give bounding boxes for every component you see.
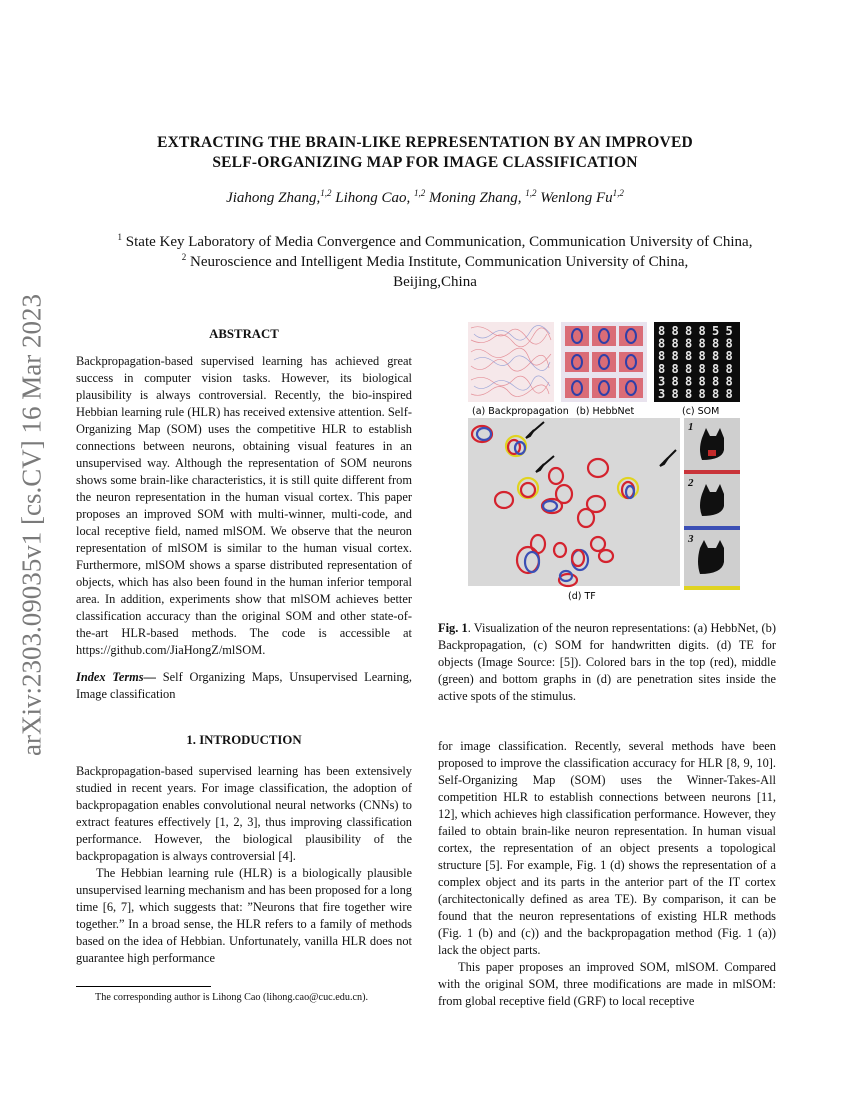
som-digit: 8 (712, 387, 720, 401)
title-line-1: EXTRACTING THE BRAIN-LIKE REPRESENTATION BY AN IMPROVED (157, 134, 693, 151)
author-name: Moning Zhang, (429, 190, 522, 206)
index-terms (76, 669, 412, 703)
affiliation-2: Neuroscience and Intelligent Media Institute, Communication University of China, (190, 254, 689, 270)
figure-1 (468, 322, 740, 602)
arxiv-id: arXiv:2303.09035v1 [cs.CV] 16 Mar 2023 (16, 294, 47, 756)
author-list (0, 190, 850, 207)
panel-number: 2 (688, 477, 694, 489)
backprop-weights-panel (468, 322, 554, 402)
caption-label: Fig. 1 (438, 621, 468, 635)
index-terms-text: Self Organizing Maps, Unsupervised Learning, Image classification (76, 670, 412, 701)
som-digit: 8 (671, 361, 679, 376)
intro-paragraph-2: The Hebbian learning rule (HLR) is a biologically plausible unsupervised learning mechanism and has been proposed for a long time [6, 7], which suggests that: ”Neurons that fire together wire together.” In a broad sense, the HLR refers to a family of methods based on the idea of Hebbian. Unfortunately, vanilla HLR does not guarantee high performance (76, 866, 412, 965)
som-digit: 8 (685, 336, 693, 351)
som-digit: 8 (685, 361, 693, 376)
som-digit: 8 (725, 361, 733, 376)
som-digit: 8 (725, 349, 733, 364)
intro-paragraph-4: This paper proposes an improved SOM, mlSOM. Compared with the original SOM, three modifications are made in mlSOM: from global receptive field (GRF) to local receptive (438, 960, 776, 1008)
abstract-heading: ABSTRACT (209, 327, 279, 341)
som-digit: 8 (698, 324, 706, 338)
figure-label-c: (c) SOM (682, 406, 720, 417)
som-digit: 5 (725, 324, 733, 338)
intro-paragraph-1: Backpropagation-based supervised learning has been extensively studied in recent years. For image classification, the adoption of backpropagation enables convolutional neural networks (CNNs) to extract features effectively [1, 2, 3], thus improving classification performance. However, the biological plausibility of the backpropagation is always controversial [4]. (76, 764, 412, 863)
author-name: Wenlong Fu (540, 190, 613, 206)
som-digit: 8 (671, 324, 679, 338)
som-digit: 8 (671, 374, 679, 389)
author-affil: 1,2 (414, 188, 426, 198)
intro-heading: 1. INTRODUCTION (186, 733, 302, 747)
affiliations (60, 232, 810, 292)
figure-label-d: (d) TF (568, 591, 596, 602)
som-digit: 8 (658, 324, 666, 338)
som-digit: 8 (698, 361, 706, 376)
figure-1-graphic (468, 322, 740, 602)
introduction-continued (438, 738, 776, 1010)
author-affil: 1,2 (612, 188, 624, 198)
figure-label-a: (a) Backpropagation (472, 406, 569, 417)
som-digit: 8 (685, 324, 693, 338)
te-cortex-panel (468, 418, 680, 586)
som-digit: 8 (685, 387, 693, 401)
footnote-rule (76, 986, 211, 987)
som-digit: 8 (712, 361, 720, 376)
som-digit: 8 (698, 374, 706, 389)
som-digit: 8 (712, 374, 720, 389)
som-digit: 8 (658, 336, 666, 351)
footnote: The corresponding author is Lihong Cao (lihong.cao@cuc.edu.cn). (95, 992, 369, 1003)
som-digit: 8 (658, 349, 666, 364)
abstract-text: Backpropagation-based supervised learning has achieved great success in computer vision tasks. However, its biological plausibility is always controversial. Recently, the bio-inspired Hebbian learning rule (HLR) has received extensive attention. Self-Organizing Map (SOM) uses the competitive HLR to establish connections between neurons, obtaining visual features in an unsupervised way. Although the representation of SOM neurons shows some brain-like characteristics, it is still quite different from the neuron representation in the human visual cortex. This paper proposes an improved SOM with multi-winner, multi-code, and local receptive field, named mlSOM. We observe that the neuron representation of mlSOM is similar to the human visual cortex. Furthermore, mlSOM shows a sparse distributed representation of objects, which has also been found in the human inferior temporal area. In addition, experiments show that mlSOM achieves better classification accuracy than the original SOM and other state-of-the-art HLR-based methods. The code is accessible at https://github.com/JiaHongZ/mlSOM. (76, 354, 412, 657)
som-digit: 8 (698, 336, 706, 351)
som-digit: 8 (671, 349, 679, 364)
som-digit: 8 (725, 387, 733, 401)
title-line-2: SELF-ORGANIZING MAP FOR IMAGE CLASSIFICATION (212, 154, 638, 171)
author-affil: 1,2 (525, 188, 537, 198)
index-terms-label: Index Terms— (76, 670, 156, 684)
som-digit: 8 (698, 387, 706, 401)
som-digit: 8 (725, 374, 733, 389)
som-weights-panel (654, 322, 740, 402)
intro-paragraph-3: for image classification. Recently, several methods have been proposed to improve the classification accuracy for HLR [8, 9, 10]. Self-Organizing Map (SOM) uses the Winner-Takes-All competition HLR to establish connections between neurons [11, 12], which achieves high classification performance. However, they failed to obtain brain-like neuron representation. In human visual cortex, the representation of an object presents a topological structure [5]. For example, Fig. 1 (d) shows the representation of a complex object and its parts in the anterior part of the IT cortex (architectonically defined as area TE). By comparison, it can be found that the neuron representations of existing HLR methods (Fig. 1 (b) and (c)) and the backpropagation method (Fig. 1 (a)) lack the object parts. (438, 739, 776, 957)
som-digit: 8 (685, 374, 693, 389)
stimulus-panels (684, 418, 740, 590)
affiliation-1: State Key Laboratory of Media Convergence and Communication, Communication University of China, (125, 234, 753, 250)
panel-number: 3 (688, 533, 694, 545)
affil-sup: 1 (117, 232, 123, 242)
som-digit: 8 (712, 349, 720, 364)
som-digit: 8 (685, 349, 693, 364)
introduction-section (76, 732, 412, 967)
som-digit: 8 (725, 336, 733, 351)
arxiv-stamp (12, 290, 52, 760)
som-digit: 8 (698, 349, 706, 364)
paper-title (0, 133, 850, 173)
panel-number: 1 (688, 421, 694, 433)
som-digit: 3 (658, 387, 666, 401)
som-digit: 3 (658, 374, 666, 389)
affil-sup: 2 (181, 252, 187, 262)
som-digit: 8 (671, 387, 679, 401)
caption-text: . Visualization of the neuron representations: (a) HebbNet, (b) Backpropagation, (c) SOM for handwritten digits. (d) TE for objects (Image Source: [5]). Colored bars in the top (red), middle (green) and bottom graphs in (d) are penetration sites inside the active spots of the stimulus. (438, 621, 776, 703)
som-digit: 8 (712, 336, 720, 351)
author-name: Jiahong Zhang, (226, 190, 321, 206)
figure-1-caption (438, 620, 776, 705)
som-digit: 5 (712, 324, 720, 338)
som-digit: 8 (658, 361, 666, 376)
som-digit: 8 (671, 336, 679, 351)
author-name: Lihong Cao, (335, 190, 411, 206)
hebbnet-weights-panel (561, 322, 647, 402)
abstract-section (76, 326, 412, 703)
affiliation-city: Beijing,China (393, 274, 477, 290)
author-affil: 1,2 (320, 188, 332, 198)
figure-label-b: (b) HebbNet (576, 406, 635, 417)
